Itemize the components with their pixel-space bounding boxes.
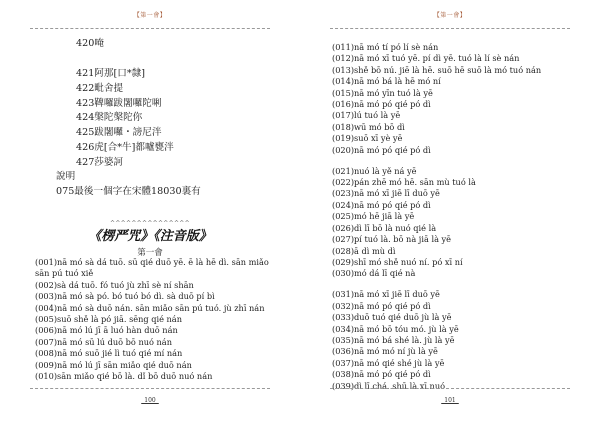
entry-line: (007)nā mó sū lú duō bō nuó nán bbox=[35, 336, 172, 347]
entry-line: (004)nā mó sà duō nán. sān miǎo sān pú tuó. jù zhī nán bbox=[35, 302, 265, 313]
right-page-number: _101_ bbox=[441, 397, 459, 404]
entry-line: (034)nā mó bō tóu mó. jù là yē bbox=[332, 323, 459, 334]
note-block bbox=[56, 170, 201, 200]
entry-list-left bbox=[35, 257, 270, 382]
entry-line: (039)dì lī chá. shū là xī nuó bbox=[332, 380, 446, 391]
entry-line: (030)mó dá lī qié nà bbox=[332, 268, 416, 279]
entry-line: (025)mó hē jiā là yē bbox=[332, 211, 415, 222]
entry-line: (018)wū mó bō dì bbox=[332, 121, 405, 132]
entry-line: (029)shī mó shě nuó ní. pó xī ní bbox=[332, 256, 463, 267]
mantra-line: 423鞞囉跋闍囉陀唎 bbox=[76, 97, 162, 109]
mantra-line: 420唵 bbox=[76, 38, 104, 49]
entry-line: (010)sān miǎo qié bō là. dǐ bō duō nuó nán bbox=[35, 371, 213, 382]
entry-line: (011)nā mó tí pó lí sè nán bbox=[332, 42, 439, 52]
mantra-line: 424槃陀槃陀你 bbox=[76, 112, 143, 124]
entry-line: (037)nā mó qié shé jù là yē bbox=[332, 357, 445, 368]
entry-line: (013)shě bō nú. jiē là hē. suō hē suō là mó tuó nán bbox=[332, 64, 542, 75]
mantra-line: 421阿那[口*隸] bbox=[76, 68, 145, 79]
right-header-rule bbox=[330, 28, 570, 29]
mantra-line: 425跋闍囉・謗尼泮 bbox=[76, 127, 162, 139]
section-divider: ^^^^^^^^^^^^^^^ bbox=[110, 220, 190, 227]
entry-line: (001)nā mó sà dá tuō. sū qié duō yē. ē là hē dì. sān miǎo sān pú tuó xiě bbox=[35, 257, 269, 279]
right-footer-rule bbox=[330, 388, 570, 389]
entry-line: (032)nā mó pó qié pó dì bbox=[332, 300, 431, 311]
entry-line: (017)lú tuó là yē bbox=[332, 110, 401, 121]
entry-line: (024)nā mó pó qié pó dì bbox=[332, 199, 431, 210]
left-header-rule bbox=[30, 28, 270, 29]
entry-line: (019)suō xī yè yē bbox=[332, 133, 403, 144]
entry-line: (003)nā mó sà pó. bó tuó bó dì. sà duō pí bì bbox=[35, 291, 215, 302]
left-footer-rule bbox=[30, 388, 270, 389]
entry-line: (006)nā mó lú jī ā luó hàn duō nán bbox=[35, 325, 178, 336]
right-page-header: 【第一會】 bbox=[433, 12, 467, 19]
entry-line: (014)nā mó bá là hē mó ní bbox=[332, 76, 441, 87]
note-title: 說明 bbox=[56, 171, 76, 182]
entry-line: (008)nā mó suō jié lì tuó qié mí nán bbox=[35, 348, 183, 359]
entry-line: (021)nuó là yě ná yē bbox=[332, 165, 417, 176]
mantra-lines-a bbox=[76, 37, 104, 52]
mantra-lines-b bbox=[76, 67, 174, 171]
left-page-header: 【第一會】 bbox=[133, 12, 167, 19]
entry-line: (028)ā dì mù dì bbox=[332, 245, 396, 256]
group-gap bbox=[332, 156, 541, 166]
entry-line: (023)nā mó xī jiē lī duō yē bbox=[332, 188, 440, 199]
entry-line: (020)nā mó pó qié pó dì bbox=[332, 144, 431, 155]
entry-line: (036)nā mó mó ní jù là yē bbox=[332, 346, 438, 357]
left-page-number: _100_ bbox=[141, 397, 159, 404]
entry-line: (031)nā mó xī jiē lī duō yē bbox=[332, 289, 440, 300]
entry-list-right bbox=[332, 42, 541, 392]
entry-line: (026)dì lī bō là nuó qié là bbox=[332, 222, 437, 233]
entry-line: (038)nā mó pó qié pó dì bbox=[332, 369, 431, 380]
entry-line: (012)nā mó xī tuó yē. pí dì yē. tuó là lí sè nán bbox=[332, 53, 520, 64]
entry-line: (015)nā mó yīn tuó là yē bbox=[332, 87, 433, 98]
book-title: 《楞严咒》《注音版》 bbox=[88, 229, 212, 244]
entry-line: (002)sà dá tuō. fó tuó jù zhī sè ní shān bbox=[35, 279, 194, 290]
entry-line: (027)pí tuó là. bō nà jiā là yē bbox=[332, 234, 452, 245]
entry-line: (016)nā mó pó qié pó dì bbox=[332, 99, 431, 110]
entry-line: (022)pán zhē mó hē. sān mù tuó là bbox=[332, 177, 476, 188]
group-gap bbox=[332, 280, 541, 290]
chapter-heading: 第一會 bbox=[137, 248, 163, 258]
mantra-line: 427莎婆訶 bbox=[76, 156, 124, 168]
mantra-line: 426虎[合*牛]都嚧甕泮 bbox=[76, 141, 174, 153]
note-text: 075最後一個字在宋體18030裏有 bbox=[56, 185, 201, 197]
entry-line: (005)suō shě là pó jiā. sēng qié nán bbox=[35, 314, 182, 325]
entry-line: (009)nā mó lú jī sān miǎo qié duō nán bbox=[35, 359, 192, 370]
mantra-line: 422毗舍提 bbox=[76, 82, 124, 94]
entry-line: (033)duō tuó qié duō jù là yē bbox=[332, 312, 452, 323]
entry-line: (035)nā mó bá shé là. jù là yē bbox=[332, 334, 455, 345]
right-page bbox=[300, 0, 600, 424]
